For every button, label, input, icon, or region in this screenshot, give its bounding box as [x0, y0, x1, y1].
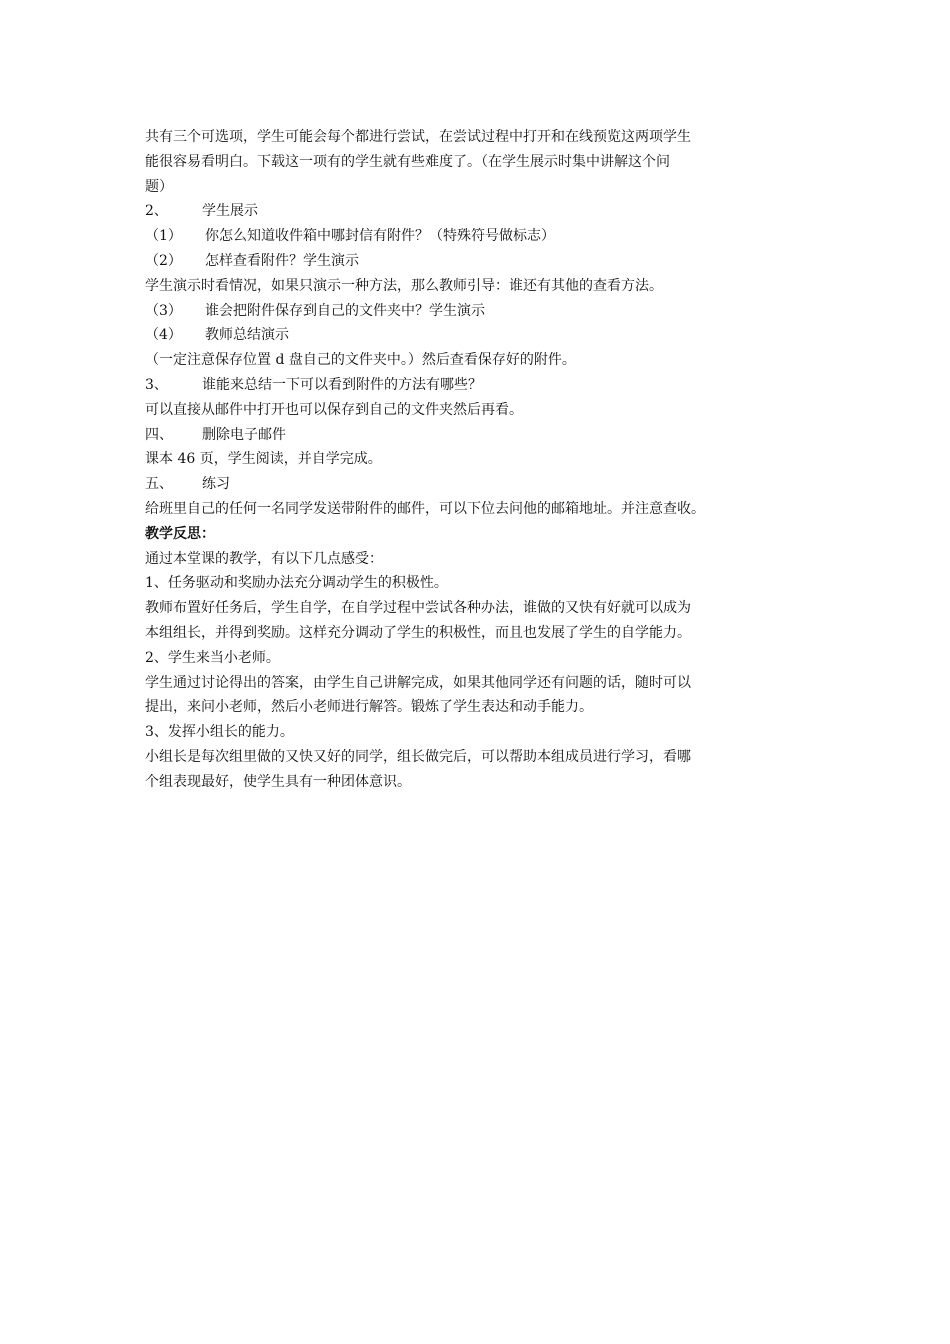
paragraph-line: 能很容易看明白。下载这一项有的学生就有些难度了。（在学生展示时集中讲解这个问: [145, 153, 670, 170]
paragraph-line: 题）: [145, 178, 173, 195]
paragraph-line: 共有三个可选项，学生可能会每个都进行尝试，在尝试过程中打开和在线预览这两项学生: [145, 129, 691, 145]
reflection-heading: 教学反思：: [145, 525, 215, 542]
list-number: 2、: [145, 203, 168, 220]
point-heading: 1、任务驱动和奖励办法充分调动学生的积极性。: [145, 575, 448, 592]
paragraph-line: 提出，来问小老师，然后小老师进行解答。锻炼了学生表达和动手能力。: [145, 699, 593, 716]
paragraph-line: （一定注意保存位置 d 盘自己的文件夹中。）然后查看保存好的附件。: [145, 352, 576, 369]
paragraph-line: 本组组长，并得到奖励。这样充分调动了学生的积极性，而且也发展了学生的自学能力。: [145, 624, 691, 641]
list-text: 谁会把附件保存到自己的文件夹中？学生演示: [205, 302, 485, 319]
paragraph-line: 课本 46 页，学生阅读，并自学完成。: [145, 451, 382, 468]
paragraph-line: 给班里自己的任何一名同学发送带附件的邮件，可以下位去问他的邮箱地址。并注意查收。: [145, 500, 705, 517]
section-number: 五、: [145, 476, 173, 493]
section-text: 练习: [202, 476, 230, 493]
list-item-step-2: [145, 199, 813, 224]
list-number: （1）: [145, 228, 182, 245]
list-item-sub-3: [145, 299, 813, 324]
section-heading-5: [145, 472, 813, 497]
paragraph-line: 小组长是每次组里做的又快又好的同学，组长做完后，可以帮助本组成员进行学习，看哪: [145, 748, 691, 765]
paragraph-line: 通过本堂课的教学，有以下几点感受：: [145, 550, 383, 567]
list-number: （3）: [145, 302, 182, 319]
list-text: 教师总结演示: [205, 327, 289, 344]
section-heading-4: [145, 423, 813, 448]
list-item-step-3: [145, 373, 813, 398]
list-text: 怎样查看附件？学生演示: [205, 252, 359, 269]
point-heading: 3、发挥小组长的能力。: [145, 724, 294, 741]
section-number: 四、: [145, 426, 173, 443]
list-number: （4）: [145, 327, 182, 344]
paragraph-line: 学生通过讨论得出的答案，由学生自己讲解完成，如果其他同学还有问题的话，随时可以: [145, 674, 691, 691]
document-body: [145, 125, 813, 795]
list-item-sub-1: [145, 224, 813, 249]
list-text: 你怎么知道收件箱中哪封信有附件？（特殊符号做标志）: [205, 228, 555, 245]
paragraph-line: 学生演示时看情况，如果只演示一种方法，那么教师引导：谁还有其他的查看方法。: [145, 277, 663, 294]
paragraph-line: 个组表现最好，使学生具有一种团体意识。: [145, 773, 411, 790]
paragraph-line: 可以直接从邮件中打开也可以保存到自己的文件夹然后再看。: [145, 401, 523, 418]
list-text: 学生展示: [202, 203, 258, 220]
list-item-sub-2: [145, 249, 813, 274]
point-heading: 2、学生来当小老师。: [145, 649, 280, 666]
list-item-sub-4: [145, 323, 813, 348]
list-number: （2）: [145, 252, 182, 269]
section-text: 删除电子邮件: [202, 426, 286, 443]
paragraph-line: 教师布置好任务后，学生自学，在自学过程中尝试各种办法，谁做的又快有好就可以成为: [145, 600, 691, 617]
list-number: 3、: [145, 376, 168, 393]
list-text: 谁能来总结一下可以看到附件的方法有哪些？: [202, 376, 482, 393]
